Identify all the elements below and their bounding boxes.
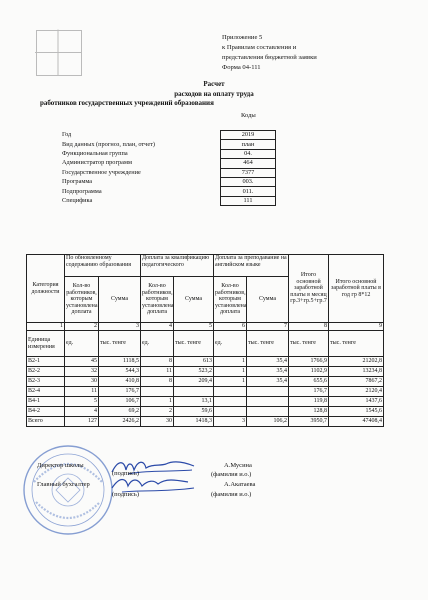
header-category: Категория должности (27, 255, 65, 323)
table-cell (174, 387, 214, 397)
column-number: 4 (141, 323, 174, 331)
column-number-row (27, 323, 384, 331)
meta-value: план (221, 140, 276, 149)
meta-value: 7377 (221, 168, 276, 177)
table-cell: 209,4 (174, 377, 214, 387)
meta-label: Администратор программ (62, 159, 132, 167)
table-cell: 176,7 (99, 387, 141, 397)
table-cell (247, 407, 289, 417)
meta-row (60, 140, 276, 149)
table-row (27, 377, 384, 387)
table-cell: 59,6 (174, 407, 214, 417)
table-cell: 1 (214, 357, 247, 367)
table-cell: 2426,2 (99, 417, 141, 427)
column-number: 7 (247, 323, 289, 331)
meta-row (60, 149, 276, 158)
units-cell: ед. (214, 331, 247, 357)
table-cell: 8 (141, 377, 174, 387)
table-cell: 8 (141, 357, 174, 367)
meta-label: Программа (62, 178, 93, 186)
table-cell: 4 (65, 407, 99, 417)
table-row (27, 397, 384, 407)
meta-table (60, 130, 276, 206)
table-cell: 1545,6 (329, 407, 384, 417)
director-label: Директор школы (37, 462, 84, 469)
units-cell: тыс. тенге (247, 331, 289, 357)
table-row (27, 407, 384, 417)
table-cell (141, 387, 174, 397)
meta-label: Вид данных (прогноз, план, отчет) (62, 140, 155, 148)
units-cell: тыс. тенге (174, 331, 214, 357)
row-category: В4-1 (27, 397, 65, 407)
table-cell: 613 (174, 357, 214, 367)
units-row (27, 331, 384, 357)
column-number: 8 (289, 323, 329, 331)
meta-value: 2019 (221, 131, 276, 140)
accountant-name-caption: (фамилия и.о.) (211, 491, 252, 498)
column-number: 2 (65, 323, 99, 331)
registration-stamp-box (36, 30, 82, 76)
table-row (27, 357, 384, 367)
table-cell: 1118,5 (99, 357, 141, 367)
units-cell: тыс. тенге (289, 331, 329, 357)
table-cell: 35,4 (247, 367, 289, 377)
payroll-table (26, 254, 384, 427)
meta-label: Год (62, 131, 72, 139)
table-cell: 1766,9 (289, 357, 329, 367)
meta-value: 04. (221, 149, 276, 158)
column-number: 9 (329, 323, 384, 331)
units-cell: ед. (65, 331, 99, 357)
table-cell: 523,2 (174, 367, 214, 377)
meta-value: 464 (221, 159, 276, 168)
header-group-1: По обновленному содержанию образования (65, 255, 141, 277)
annex-line: Форма 04-111 (222, 64, 261, 71)
table-cell: 5 (65, 397, 99, 407)
header-group-2: Доплата за квалификацию педагогического (141, 255, 214, 277)
table-cell: 1 (141, 397, 174, 407)
row-category: В2-3 (27, 377, 65, 387)
table-cell: 410,8 (99, 377, 141, 387)
table-cell: 1 (214, 367, 247, 377)
table-cell (214, 387, 247, 397)
row-category: В2-1 (27, 357, 65, 367)
table-cell: 45 (65, 357, 99, 367)
meta-row (60, 159, 276, 168)
annex-block (222, 33, 317, 73)
units-cell: Единица измерения (27, 331, 65, 357)
table-cell: 2120,4 (329, 387, 384, 397)
table-cell: 30 (141, 417, 174, 427)
meta-row (60, 131, 276, 140)
director-name: А.Мусина (224, 462, 252, 469)
codes-label: Коды (241, 112, 256, 119)
annex-line: Приложение 5 (222, 34, 263, 41)
column-number: 5 (174, 323, 214, 331)
table-cell: 106,2 (247, 417, 289, 427)
table-cell: 13234,8 (329, 367, 384, 377)
meta-value: 011. (221, 187, 276, 196)
row-category: Всего (27, 417, 65, 427)
header-total-year: Итого основной заработной платы в год гр 8*12 (329, 255, 384, 323)
table-cell: 1102,9 (289, 367, 329, 377)
table-cell: 1437,6 (329, 397, 384, 407)
director-signature-caption: (подпись) (112, 470, 139, 477)
meta-row (60, 177, 276, 186)
units-cell: тыс. тенге (99, 331, 141, 357)
accountant-label: Главный бухгалтер (37, 481, 90, 488)
meta-value: 111 (221, 196, 276, 205)
table-cell (247, 387, 289, 397)
table-cell: 7867,2 (329, 377, 384, 387)
meta-label: Подпрограмма (62, 187, 102, 195)
document-title: Расчет (203, 80, 225, 88)
table-cell: 47408,4 (329, 417, 384, 427)
table-cell: 69,2 (99, 407, 141, 417)
table-cell: 1418,3 (174, 417, 214, 427)
table-cell: 35,4 (247, 377, 289, 387)
meta-row (60, 196, 276, 205)
row-category: В2-4 (27, 387, 65, 397)
document-subtitle-2: работников государственных учреждений образования (40, 99, 214, 107)
column-number: 1 (27, 323, 65, 331)
table-cell: 544,3 (99, 367, 141, 377)
table-cell: 30 (65, 377, 99, 387)
meta-row (60, 187, 276, 196)
table-cell (214, 407, 247, 417)
table-cell: 127 (65, 417, 99, 427)
column-number: 3 (99, 323, 141, 331)
table-cell (247, 397, 289, 407)
header-count: Кол-во работников, которым установлена доплата (65, 277, 99, 323)
table-row (27, 387, 384, 397)
table-cell: 35,4 (247, 357, 289, 367)
header-group-3: Доплата за преподавание на английском языке (214, 255, 289, 277)
header-count: Кол-во работников, которым установлена доплата (141, 277, 174, 323)
table-cell: 1 (214, 377, 247, 387)
meta-label: Специфика (62, 196, 93, 204)
annex-line: представления бюджетной заявки (222, 54, 317, 61)
units-cell: тыс. тенге (329, 331, 384, 357)
table-cell: 21202,8 (329, 357, 384, 367)
total-row (27, 417, 384, 427)
document-subtitle: расходов на оплату труда (174, 90, 254, 98)
meta-label: Функциональная группа (62, 149, 128, 157)
table-cell: 11 (141, 367, 174, 377)
table-cell: 655,6 (289, 377, 329, 387)
header-sum: Сумма (247, 277, 289, 323)
table-cell: 119,8 (289, 397, 329, 407)
header-sum: Сумма (99, 277, 141, 323)
header-count: Кол-во работников, которым установлена доплата (214, 277, 247, 323)
table-cell: 106,7 (99, 397, 141, 407)
row-category: В4-2 (27, 407, 65, 417)
table-cell: 3 (214, 417, 247, 427)
column-number: 6 (214, 323, 247, 331)
header-row (27, 255, 384, 277)
director-name-caption: (фамилия и.о.) (211, 471, 252, 478)
table-cell (214, 397, 247, 407)
meta-row (60, 168, 276, 177)
table-cell: 3950,7 (289, 417, 329, 427)
accountant-name: А.Акатаева (224, 481, 256, 488)
header-total-month: Итого основной заработной платы в месяц гр.3+гр.5+гр.7 (289, 255, 329, 323)
header-sum: Сумма (174, 277, 214, 323)
table-cell: 176,7 (289, 387, 329, 397)
table-row (27, 367, 384, 377)
meta-label: Государственное учреждение (62, 168, 141, 176)
table-cell: 13,1 (174, 397, 214, 407)
table-cell: 32 (65, 367, 99, 377)
table-cell: 11 (65, 387, 99, 397)
accountant-signature-caption: (подпись) (112, 491, 139, 498)
official-seal (20, 442, 116, 538)
annex-line: к Правилам составления и (222, 44, 297, 51)
table-cell: 2 (141, 407, 174, 417)
row-category: В2-2 (27, 367, 65, 377)
units-cell: ед. (141, 331, 174, 357)
table-cell: 128,8 (289, 407, 329, 417)
meta-value: 003. (221, 177, 276, 186)
